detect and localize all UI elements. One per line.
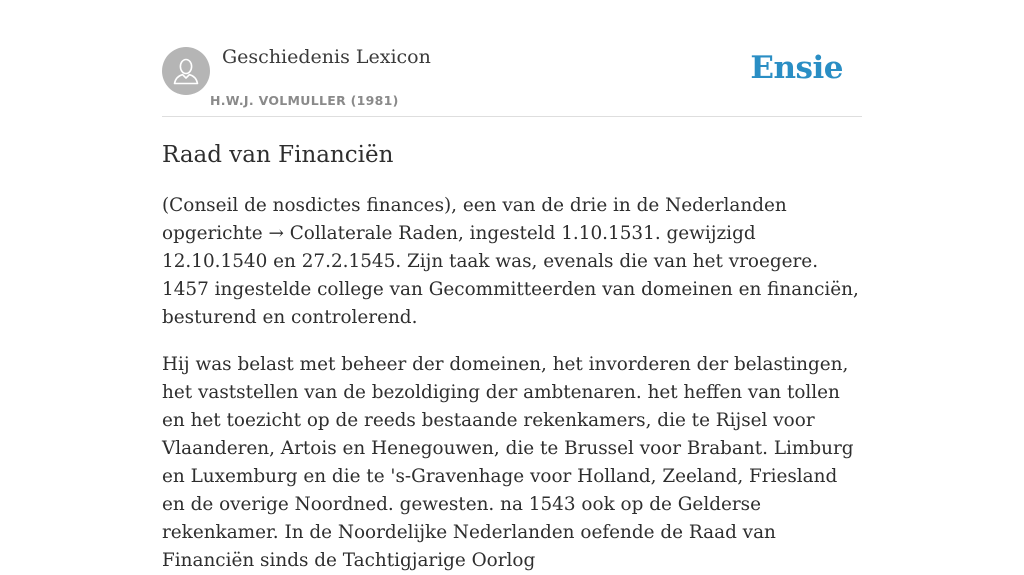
article-paragraph: Hij was belast met beheer der domeinen, het invorderen der belastingen, het vaststellen van de bezoldiging der ambtenaren. het heffen van tollen en het toezicht op de reeds bestaande rekenkamers, die te Rijsel voor Vlaanderen, Artois en Henegouwen, die te Brussel voor Brabant. Limburg en Luxemburg en die te 's-Gravenhage voor Holland, Zeeland, Friesland en de overige Noordned. gewesten. na 1543 ook op de Gelderse rekenkamer. In de Noordelijke Nederlanden oefende de Raad van Financiën sinds de Tachtigjarige Oorlog — [162, 354, 854, 571]
avatar-graphic — [162, 47, 210, 95]
article — [162, 140, 862, 575]
ensie-logo[interactable]: Ensie — [750, 50, 843, 86]
article-title: Raad van Financiën — [162, 142, 394, 168]
article-paragraph: (Conseil de nosdictes finances), een van de drie in de Nederlanden opgerichte → Collaterale Raden, ingesteld 1.10.1531. gewijzigd 12.10.1540 en 27.2.1545. Zijn taak was, evenals die van het vroegere. 1457 ingestelde college van Gecommitteerden van domeinen en financiën, besturend en controlerend. — [162, 195, 859, 328]
user-silhouette-icon — [162, 47, 210, 95]
source-title-link[interactable]: Geschiedenis Lexicon — [222, 46, 431, 68]
source-author: H.W.J. VOLMULLER (1981) — [210, 93, 399, 108]
source-header — [162, 40, 862, 117]
